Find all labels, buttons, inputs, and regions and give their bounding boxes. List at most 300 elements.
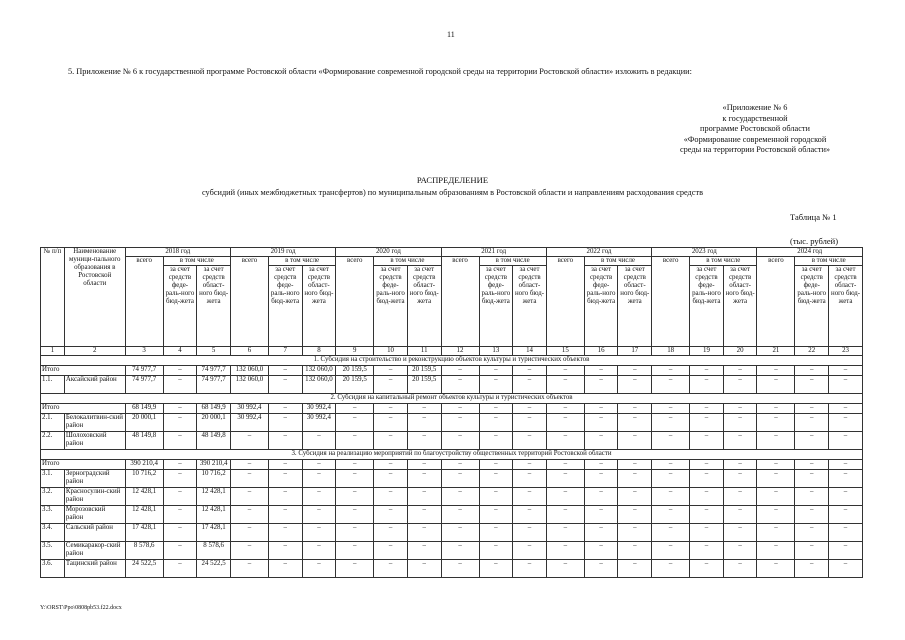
row-value: – (230, 432, 268, 450)
row-value: – (829, 524, 863, 542)
row-number: 3.2. (41, 488, 65, 506)
row-value: – (584, 376, 618, 394)
row-value: – (268, 376, 302, 394)
row-value: – (546, 488, 584, 506)
header-num: № п/п (41, 248, 65, 347)
row-value: – (441, 488, 479, 506)
header-federal: за счет средств феде-раль-ного бюд-жета (268, 266, 302, 347)
row-value: – (546, 560, 584, 578)
row-district-name: Морозовский район (64, 506, 125, 524)
column-number: 7 (268, 347, 302, 356)
row-value: – (230, 524, 268, 542)
row-value: – (268, 488, 302, 506)
row-value: – (407, 470, 441, 488)
row-value: – (829, 460, 863, 470)
row-value: – (513, 524, 547, 542)
row-value: 17 428,1 (197, 524, 231, 542)
row-value: – (479, 376, 513, 394)
row-value: – (336, 460, 374, 470)
row-value: – (374, 506, 408, 524)
column-number: 14 (513, 347, 547, 356)
header-including: в том числе (690, 257, 757, 266)
row-value: – (479, 506, 513, 524)
row-value: 24 522,5 (197, 560, 231, 578)
appendix-line: «Формирование современной городской (683, 134, 827, 144)
row-value: – (163, 470, 197, 488)
column-number: 1 (41, 347, 65, 356)
header-federal: за счет средств феде-раль-ного бюд-жета (584, 266, 618, 347)
row-value: – (268, 432, 302, 450)
column-number: 15 (546, 347, 584, 356)
row-value: – (546, 432, 584, 450)
row-value: – (336, 404, 374, 414)
row-value: – (374, 376, 408, 394)
row-value: – (829, 404, 863, 414)
row-number: 3.5. (41, 542, 65, 560)
row-value: – (441, 404, 479, 414)
row-value: – (407, 560, 441, 578)
row-value: – (163, 488, 197, 506)
row-value: – (479, 560, 513, 578)
row-value: – (407, 414, 441, 432)
header-year: 2019 год (230, 248, 335, 257)
row-value: – (584, 560, 618, 578)
row-value: – (584, 524, 618, 542)
row-value: – (374, 432, 408, 450)
row-value: – (441, 376, 479, 394)
header-including: в том числе (795, 257, 863, 266)
appendix-line: среды на территории Ростовской области» (679, 145, 831, 154)
row-value: – (723, 470, 757, 488)
row-value: – (268, 366, 302, 376)
row-value: – (513, 432, 547, 450)
page-number: 11 (447, 30, 455, 39)
row-value: 20 159,5 (407, 376, 441, 394)
intro-paragraph: 5. Приложение № 6 к государственной программе Ростовской области «Формирование современной городской среды на территории Ростовской области» изложить в редакции: (68, 67, 692, 76)
row-value: – (163, 524, 197, 542)
row-value: – (163, 460, 197, 470)
row-value: – (513, 506, 547, 524)
row-value: – (268, 524, 302, 542)
header-regional: за счет средств област-ного бюд-жета (407, 266, 441, 347)
row-value: – (795, 460, 829, 470)
appendix-line: программе Ростовской области (700, 124, 810, 133)
row-value: – (336, 542, 374, 560)
row-value: – (374, 460, 408, 470)
row-value: – (513, 376, 547, 394)
header-total: всего (230, 257, 268, 347)
row-value: – (546, 414, 584, 432)
header-federal: за счет средств феде-раль-ного бюд-жета (479, 266, 513, 347)
column-number: 23 (829, 347, 863, 356)
row-value: – (336, 488, 374, 506)
row-district-name: Шолоховский район (64, 432, 125, 450)
row-value: – (441, 432, 479, 450)
row-value: – (618, 488, 652, 506)
row-value: 10 716,2 (125, 470, 163, 488)
header-name: Наименование муници-пального образования в Ростовской области (64, 248, 125, 347)
row-value: – (584, 366, 618, 376)
row-value: – (268, 560, 302, 578)
row-value: – (690, 460, 724, 470)
column-number: 19 (690, 347, 724, 356)
column-number: 4 (163, 347, 197, 356)
row-value: – (652, 560, 690, 578)
row-value: – (690, 414, 724, 432)
row-value: – (546, 460, 584, 470)
row-district-name: Тацинский район (64, 560, 125, 578)
header-total: всего (757, 257, 795, 347)
row-value: – (513, 404, 547, 414)
row-value: – (441, 524, 479, 542)
row-value: – (795, 560, 829, 578)
row-value: – (723, 414, 757, 432)
column-number: 22 (795, 347, 829, 356)
row-value: – (546, 524, 584, 542)
header-regional: за счет средств област-ного бюд-жета (302, 266, 336, 347)
header-year: 2020 год (336, 248, 441, 257)
row-value: – (690, 560, 724, 578)
row-value: – (513, 366, 547, 376)
table-row (41, 376, 863, 394)
row-value: 68 149,9 (197, 404, 231, 414)
row-value: – (441, 470, 479, 488)
column-number: 11 (407, 347, 441, 356)
row-value: 74 977,7 (125, 366, 163, 376)
header-total: всего (336, 257, 374, 347)
row-value: – (690, 404, 724, 414)
column-number: 9 (336, 347, 374, 356)
row-value: – (584, 404, 618, 414)
row-total-label: Итого (41, 366, 126, 376)
row-value: – (268, 460, 302, 470)
row-value: – (479, 470, 513, 488)
row-value: – (757, 404, 795, 414)
row-value: – (230, 470, 268, 488)
row-value: – (757, 414, 795, 432)
row-value: – (723, 376, 757, 394)
row-value: – (652, 432, 690, 450)
row-value: – (618, 506, 652, 524)
row-value: – (374, 524, 408, 542)
row-value: – (757, 560, 795, 578)
row-value: – (723, 432, 757, 450)
row-value: – (336, 560, 374, 578)
row-value: – (618, 404, 652, 414)
row-value: – (407, 488, 441, 506)
row-value: – (795, 376, 829, 394)
row-value: – (618, 376, 652, 394)
column-number: 20 (723, 347, 757, 356)
row-value: – (230, 488, 268, 506)
row-value: – (723, 524, 757, 542)
row-value: – (652, 524, 690, 542)
row-value: – (407, 404, 441, 414)
units-label: (тыс. рублей) (790, 236, 839, 246)
row-value: 20 159,5 (407, 366, 441, 376)
header-year: 2021 год (441, 248, 546, 257)
row-value: – (829, 376, 863, 394)
row-value: – (479, 366, 513, 376)
row-value: 390 210,4 (197, 460, 231, 470)
row-value: – (546, 506, 584, 524)
row-district-name: Аксайский район (64, 376, 125, 394)
row-value: 30 992,4 (230, 404, 268, 414)
row-value: – (513, 488, 547, 506)
row-value: – (652, 376, 690, 394)
row-value: – (302, 542, 336, 560)
row-value: – (163, 376, 197, 394)
row-value: – (757, 376, 795, 394)
row-value: – (163, 414, 197, 432)
row-value: – (546, 366, 584, 376)
row-value: – (230, 542, 268, 560)
row-value: – (513, 542, 547, 560)
row-value: – (441, 414, 479, 432)
row-value: – (618, 560, 652, 578)
row-value: 132 060,0 (230, 366, 268, 376)
row-value: – (230, 560, 268, 578)
row-value: – (829, 560, 863, 578)
total-row (41, 404, 863, 414)
row-value: – (690, 506, 724, 524)
row-value: – (723, 404, 757, 414)
row-value: – (407, 524, 441, 542)
table-row (41, 560, 863, 578)
row-value: – (795, 404, 829, 414)
row-value: – (163, 542, 197, 560)
table-row (41, 488, 863, 506)
row-value: – (584, 432, 618, 450)
row-district-name: Красносулин-ский район (64, 488, 125, 506)
column-number: 17 (618, 347, 652, 356)
row-value: – (441, 366, 479, 376)
row-value: – (795, 470, 829, 488)
row-value: – (441, 560, 479, 578)
row-value: 30 992,4 (302, 404, 336, 414)
row-value: – (795, 488, 829, 506)
column-number: 5 (197, 347, 231, 356)
row-value: – (336, 414, 374, 432)
row-value: 20 159,5 (336, 366, 374, 376)
row-value: – (302, 560, 336, 578)
header-total: всего (652, 257, 690, 347)
header-total: всего (125, 257, 163, 347)
row-value: – (302, 460, 336, 470)
document-title: РАСПРЕДЕЛЕНИЕ (416, 175, 489, 185)
header-year: 2023 год (652, 248, 757, 257)
row-number: 3.3. (41, 506, 65, 524)
row-value: – (757, 432, 795, 450)
appendix-line: «Приложение № 6 (722, 103, 788, 112)
footer-file-path: Y:\ORST\Ppo\0808pb53.f22.docx (40, 605, 122, 611)
row-value: – (618, 432, 652, 450)
header-year: 2022 год (546, 248, 651, 257)
header-including: в том числе (584, 257, 651, 266)
row-value: – (336, 524, 374, 542)
row-value: – (479, 488, 513, 506)
table-row (41, 414, 863, 432)
row-value: – (757, 366, 795, 376)
header-year: 2018 год (125, 248, 230, 257)
row-value: – (652, 404, 690, 414)
row-value: – (829, 366, 863, 376)
row-value: – (441, 542, 479, 560)
row-value: – (302, 432, 336, 450)
row-value: – (652, 470, 690, 488)
row-value: – (829, 432, 863, 450)
row-value: – (652, 542, 690, 560)
row-value: – (795, 414, 829, 432)
row-value: – (618, 524, 652, 542)
row-value: – (336, 432, 374, 450)
row-value: – (230, 506, 268, 524)
row-value: – (374, 404, 408, 414)
row-value: 10 716,2 (197, 470, 231, 488)
row-number: 1.1. (41, 376, 65, 394)
row-value: – (584, 414, 618, 432)
header-total: всего (441, 257, 479, 347)
row-value: – (479, 542, 513, 560)
header-federal: за счет средств феде-раль-ного бюд-жета (163, 266, 197, 347)
table-row (41, 470, 863, 488)
row-value: – (374, 560, 408, 578)
header-regional: за счет средств област-ного бюд-жета (197, 266, 231, 347)
row-value: 8 578,6 (125, 542, 163, 560)
row-value: – (723, 560, 757, 578)
section-title: 3. Субсидия на реализацию мероприятий по благоустройству общественных территорий Ростовской области (41, 450, 863, 460)
row-value: 132 060,0 (230, 376, 268, 394)
row-value: – (584, 470, 618, 488)
section-title: 1. Субсидия на строительство и реконструкцию объектов культуры и туристических объектов (41, 356, 863, 366)
row-value: – (584, 542, 618, 560)
row-value: – (829, 542, 863, 560)
row-district-name: Сальский район (64, 524, 125, 542)
header-year: 2024 год (757, 248, 863, 257)
row-value: – (795, 506, 829, 524)
row-value: – (268, 404, 302, 414)
row-value: – (829, 414, 863, 432)
row-value: – (302, 470, 336, 488)
row-value: – (757, 524, 795, 542)
row-district-name: Белокалитвин-ский район (64, 414, 125, 432)
row-value: – (795, 524, 829, 542)
row-value: – (723, 460, 757, 470)
row-value: 132 060,0 (302, 376, 336, 394)
row-value: 12 428,1 (197, 506, 231, 524)
column-number: 8 (302, 347, 336, 356)
header-federal: за счет средств феде-раль-ного бюд-жета (795, 266, 829, 347)
table-row (41, 524, 863, 542)
row-value: – (652, 460, 690, 470)
row-value: – (268, 542, 302, 560)
row-value: – (829, 488, 863, 506)
row-value: – (336, 470, 374, 488)
row-value: 390 210,4 (125, 460, 163, 470)
column-number: 12 (441, 347, 479, 356)
column-number: 13 (479, 347, 513, 356)
row-value: – (407, 432, 441, 450)
appendix-note (640, 103, 870, 156)
row-value: – (479, 432, 513, 450)
table-row (41, 542, 863, 560)
row-value: 132 060,0 (302, 366, 336, 376)
column-number: 3 (125, 347, 163, 356)
distribution-table (40, 247, 863, 578)
row-number: 3.4. (41, 524, 65, 542)
row-value: – (757, 542, 795, 560)
row-value: – (652, 506, 690, 524)
row-value: – (546, 470, 584, 488)
row-value: 12 428,1 (125, 488, 163, 506)
row-value: – (479, 414, 513, 432)
row-value: 74 977,7 (125, 376, 163, 394)
row-value: – (230, 460, 268, 470)
column-number: 16 (584, 347, 618, 356)
section-title: 2. Субсидия на капитальный ремонт объектов культуры и туристических объектов (41, 394, 863, 404)
row-value: – (302, 506, 336, 524)
row-value: 30 992,4 (230, 414, 268, 432)
total-row (41, 366, 863, 376)
row-value: 48 149,8 (197, 432, 231, 450)
header-including: в том числе (374, 257, 441, 266)
row-value: – (374, 470, 408, 488)
row-value: – (690, 366, 724, 376)
row-value: – (757, 506, 795, 524)
header-regional: за счет средств област-ного бюд-жета (513, 266, 547, 347)
row-value: – (479, 404, 513, 414)
row-total-label: Итого (41, 404, 126, 414)
row-value: – (652, 414, 690, 432)
header-federal: за счет средств феде-раль-ного бюд-жета (374, 266, 408, 347)
header-regional: за счет средств област-ного бюд-жета (618, 266, 652, 347)
header-regional: за счет средств област-ного бюд-жета (829, 266, 863, 347)
row-value: – (757, 470, 795, 488)
row-value: – (618, 542, 652, 560)
row-value: – (618, 414, 652, 432)
document-subtitle: субсидий (иных межбюджетных трансфертов) по муниципальным образованиям в Ростовской области и направлениям расходования средств (201, 188, 703, 197)
row-value: – (302, 488, 336, 506)
row-value: – (302, 524, 336, 542)
row-value: – (652, 488, 690, 506)
row-value: – (757, 488, 795, 506)
row-value: 74 977,7 (197, 366, 231, 376)
table-row (41, 506, 863, 524)
row-value: – (163, 506, 197, 524)
header-regional: за счет средств област-ного бюд-жета (723, 266, 757, 347)
column-number: 2 (64, 347, 125, 356)
header-federal: за счет средств феде-раль-ного бюд-жета (690, 266, 724, 347)
row-value: – (723, 506, 757, 524)
row-value: – (479, 524, 513, 542)
row-value: 48 149,8 (125, 432, 163, 450)
row-value: 20 159,5 (336, 376, 374, 394)
row-value: – (618, 470, 652, 488)
row-value: – (829, 470, 863, 488)
row-district-name: Семикаракор-ский район (64, 542, 125, 560)
row-value: – (163, 560, 197, 578)
row-value: – (407, 460, 441, 470)
row-value: – (690, 432, 724, 450)
row-value: 24 522,5 (125, 560, 163, 578)
row-value: – (374, 488, 408, 506)
column-number: 10 (374, 347, 408, 356)
row-value: – (374, 414, 408, 432)
row-value: – (546, 376, 584, 394)
row-value: – (513, 560, 547, 578)
row-value: – (757, 460, 795, 470)
row-value: 8 578,6 (197, 542, 231, 560)
